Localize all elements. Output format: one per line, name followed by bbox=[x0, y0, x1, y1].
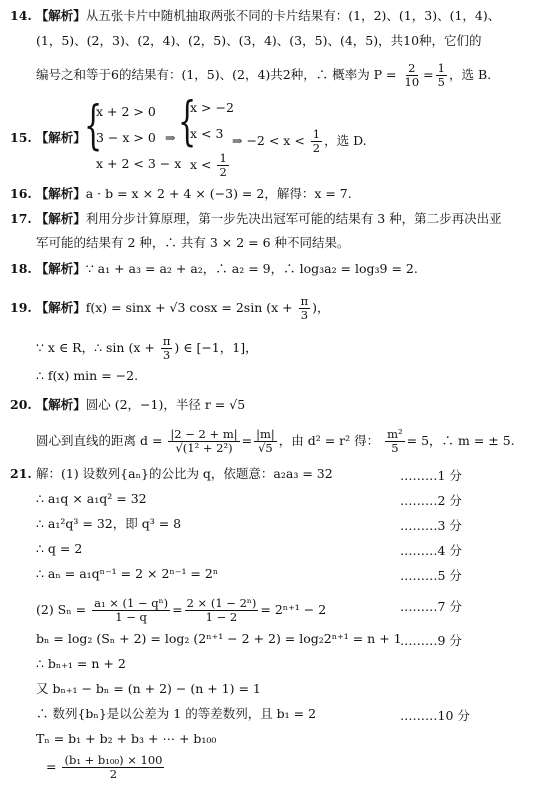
solution-21-line-diff: 又 bₙ₊₁ − bₙ = (n + 2) − (n + 1) = 1 bbox=[36, 681, 261, 696]
system-b-2: x < 3 bbox=[190, 126, 224, 141]
solution-14-line-3: 编号之和等于6的结果有：(1，5)、(2，4)共2种，∴ 概率为 P = $\frac{2}{10}$ = $\frac{1}{5}$ ，选 B. bbox=[36, 61, 492, 89]
fraction: $\frac{1}{5}$ bbox=[437, 61, 445, 89]
solution-21-line-b: bₙ = log₂ (Sₙ + 2) = log₂ (2ⁿ⁺¹ − 2 + 2) = log₂2ⁿ⁺¹ = n + 1 bbox=[36, 631, 402, 646]
implies-arrow: ⇒ bbox=[165, 130, 176, 145]
solution-20-line-2: 圆心到直线的距离 d = $\frac{|2 - 2 + m|}{\text{√(1² + 2²)}}$ = $\frac{|m|}{√5}$ ，由 d² = r² 得： $\frac{\text{m²}}{5}$ = 5，∴ m = ± 5. bbox=[36, 427, 515, 455]
solution-14-line-2: (1，5)、(2，3)、(2，4)、(2，5)、(3，4)、(3，5)、(4，5)，共10种，它们的 bbox=[36, 33, 482, 48]
left-brace-icon: { bbox=[178, 92, 197, 152]
solution-21-number: 21. bbox=[10, 466, 32, 481]
solution-20-line-1: 20. 【解析】圆心 (2，−1)，半径 r = √5 bbox=[10, 397, 246, 412]
system-b-1: x > −2 bbox=[190, 100, 234, 115]
score-mark: ………1 分 bbox=[400, 468, 462, 483]
solution-16: 16. 【解析】a · b = x × 2 + 4 × (−3) = 2，解得：x = 7. bbox=[10, 186, 352, 201]
solution-21-line-1: 解：(1) 设数列{aₙ}的公比为 q，依题意：a₂a₃ = 32 bbox=[36, 466, 333, 481]
text: 编号之和等于6的结果有：(1，5)、(2，4)共2种，∴ 概率为 P = bbox=[36, 67, 397, 82]
fraction: $\frac{2}{10}$ bbox=[404, 61, 420, 89]
score-mark: ………7 分 bbox=[400, 599, 462, 614]
solution-15-result: ⇒ −2 < x < $\frac{1}{2}$ ，选 D. bbox=[232, 127, 367, 155]
solution-21-line-seq: ∴ 数列{bₙ}是以公差为 1 的等差数列，且 b₁ = 2 bbox=[36, 706, 317, 721]
solution-19-line-2: ∵ x ∈ R，∴ sin (x + $\frac{\pi}{3}$ ) ∈ [−1，1]， bbox=[36, 334, 258, 362]
solution-15-head: 15. 【解析】 bbox=[10, 130, 86, 145]
system-a-3: x + 2 < 3 − x bbox=[96, 156, 182, 171]
solution-21-line-bn1: ∴ bₙ₊₁ = n + 2 bbox=[36, 656, 126, 671]
solution-21-line-tn: Tₙ = b₁ + b₂ + b₃ + ⋯ + b₁₀₀ bbox=[36, 731, 217, 746]
solution-21-line-3: ∴ a₁²q³ = 32，即 q³ = 8 bbox=[36, 516, 182, 531]
system-a-1: x + 2 > 0 bbox=[96, 104, 156, 119]
analysis-tag: 【解析】 bbox=[35, 8, 86, 23]
score-mark: ………4 分 bbox=[400, 543, 462, 558]
score-mark: ………3 分 bbox=[400, 518, 462, 533]
solution-17-line-2: 军可能的结果有 2 种，∴ 共有 3 × 2 = 6 种不同结果。 bbox=[36, 235, 350, 250]
solution-21-part-2: (2) Sₙ = $\frac{\text{a₁ × (1 − qⁿ)}}{1 - q}$ = $\frac{\text{2 × (1 − 2ⁿ)}}{1 - 2}$ = 2ⁿ⁺¹ − 2 bbox=[36, 596, 327, 624]
solution-17-line-1: 17. 【解析】利用分步计算原理，第一步先决出冠军可能的结果有 3 种，第二步再决出亚 bbox=[10, 211, 502, 226]
solution-21-line-4: ∴ q = 2 bbox=[36, 541, 83, 556]
item-number: 14. bbox=[10, 8, 32, 23]
solution-19-line-1: 19. 【解析】f(x) = sinx + √3 cosx = 2sin (x + $\frac{\pi}{3}$ )， bbox=[10, 294, 330, 322]
score-mark: ………10 分 bbox=[400, 708, 470, 723]
score-mark: ………2 分 bbox=[400, 493, 462, 508]
solution-21-line-2: ∴ a₁q × a₁q² = 32 bbox=[36, 491, 147, 506]
score-mark: ………5 分 bbox=[400, 568, 462, 583]
score-mark: ………9 分 bbox=[400, 633, 462, 648]
text: 从五张卡片中随机抽取两张不同的卡片结果有：(1，2)、(1，3)、(1，4)、 bbox=[85, 8, 501, 23]
solution-21-line-5: ∴ aₙ = a₁qⁿ⁻¹ = 2 × 2ⁿ⁻¹ = 2ⁿ bbox=[36, 566, 219, 581]
solution-18: 18. 【解析】∵ a₁ + a₃ = a₂ + a₂，∴ a₂ = 9，∴ log₃a₂ = log₃9 = 2. bbox=[10, 261, 418, 276]
solution-19-line-3: ∴ f(x) min = −2. bbox=[36, 368, 139, 383]
system-b-3: x < $\frac{1}{2}$ bbox=[190, 151, 227, 179]
left-brace-icon: { bbox=[84, 96, 103, 156]
system-a-2: 3 − x > 0 bbox=[96, 130, 156, 145]
solution-14-line-1 bbox=[10, 8, 500, 24]
solution-21-line-sum: = $\frac{\text{(b₁ + b₁₀₀) × 100}}{2}$ bbox=[46, 753, 163, 781]
